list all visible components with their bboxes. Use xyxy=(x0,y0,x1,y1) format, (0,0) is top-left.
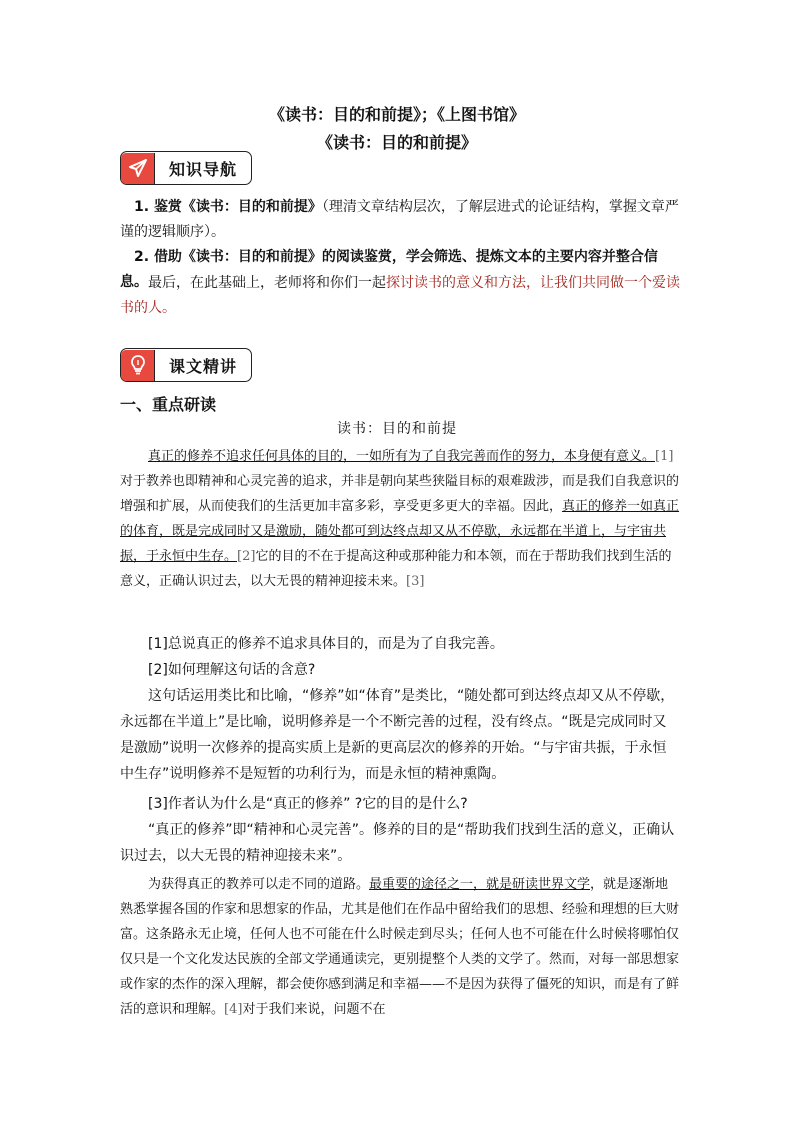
article-paragraph-1 xyxy=(120,444,680,594)
underlined-sentence: 最重要的途径之一，就是研读世界文学 xyxy=(369,877,591,892)
closing-text: 最后，在此基础上，老师将和你们一起 xyxy=(148,275,386,291)
section-heading: 一、重点研读 xyxy=(120,395,217,414)
objective-bold-text: 借助《读书：目的和前提》的阅读鉴赏，学会筛选、提炼文本的主要内容并整合信息。 xyxy=(120,249,658,290)
document-subtitle: 《读书：目的和前提》 xyxy=(316,133,477,152)
lesson-explain-label: 课文精讲 xyxy=(168,356,237,376)
objective-bold-text: 鉴赏《读书：目的和前提》 xyxy=(153,199,322,215)
objective-item-1 xyxy=(120,195,680,245)
knowledge-nav-label: 知识导航 xyxy=(168,159,237,179)
article-text: 对于教养也即精神和心灵完善的追求，并非是朝向某些狭隘目标的艰难跋涉，而是我们自我意识的增强和扩展，从而使我们的生活更加丰富多彩，享受更多更大的幸福。因此， xyxy=(120,474,680,514)
objective-number: 1. xyxy=(134,199,154,215)
knowledge-nav-badge xyxy=(120,151,252,185)
objective-text: （理清文章结构层次，了解层进式的论证结构，掌握文章严谨的逻辑顺序）。 xyxy=(120,199,679,240)
question-2: [2]如何理解这句话的含意? xyxy=(148,662,316,678)
annotation-1: [1]总说真正的修养不追求具体目的，而是为了自我完善。 xyxy=(148,636,504,652)
article-text: 对于我们来说，问题不在 xyxy=(242,1002,386,1017)
lesson-explain-badge xyxy=(120,348,252,382)
lightbulb-icon xyxy=(121,350,155,381)
document-title: 《读书：目的和前提》；《上图书馆》 xyxy=(268,105,525,124)
annotation-marker: [1] xyxy=(655,449,674,464)
article-text: 为获得真正的教养可以走不同的道路。 xyxy=(148,877,370,892)
underlined-sentence: 真正的修养不追求任何具体的目的，一如所有为了自我完善而作的努力，本身便有意义。 xyxy=(148,449,656,464)
article-text: ，就是逐渐地熟悉掌握各国的作家和思想家的作品，尤其是他们在作品中留给我们的思想、经验和理想的巨大财富。这条路永无止境，任何人也不可能在什么时候走到尽头；任何人也不可能在什么时候将哪怕仅仅只是一个文化发达民族的全部文学通通读完，更别提整个人类的文学了。然而，对每一部思想家或作家的杰作的深入理解，都会使你感到满足和幸福——不是因为获得了僵死的知识，而是有了鲜活的意识和理解。 xyxy=(120,877,680,1017)
answer-3: “真正的修养”即“精神和心灵完善”。修养的目的是“帮助我们找到生活的意义，正确认识过去，以大无畏的精神迎接未来”。 xyxy=(120,822,675,864)
objective-number: 2. xyxy=(134,249,154,265)
article-title: 读书：目的和前提 xyxy=(337,421,457,437)
article-text: 它的目的不在于提高这种或那种能力和本领，而在于帮助我们找到生活的意义，正确认识过去，以大无畏的精神迎接未来。 xyxy=(120,549,672,589)
annotation-marker: [2] xyxy=(237,549,256,564)
closing-highlight: 探讨读书的意义和方法，让我们共同做一个爱读书的人。 xyxy=(120,275,680,316)
underlined-sentence: 真正的修养一如真正的体育，既是完成同时又是激励，随处都可到达终点却又从不停歇，永远都在半道上，与宇宙共振，于永恒中生存。 xyxy=(120,499,680,564)
answer-2: 这句话运用类比和比喻，“修养”如“体育”是类比，“随处都可到达终点却又从不停歇，永远都在半道上”是比喻，说明修养是一个不断完善的过程，没有终点。“既是完成同时又是激励”说明一次修养的提高实质上是新的更高层次的修养的开始。“与宇宙共振，于永恒中生存”说明修养不是短暂的功利行为，而是永恒的精神熏陶。 xyxy=(120,688,675,782)
annotation-marker: [3] xyxy=(406,574,425,589)
paper-plane-icon xyxy=(121,153,155,184)
article-paragraph-2 xyxy=(120,872,680,1022)
annotation-marker: [4] xyxy=(224,1002,243,1017)
closing-paragraph xyxy=(120,271,680,321)
question-3: [3]作者认为什么是“真正的修养” ?它的目的是什么? xyxy=(148,796,468,812)
